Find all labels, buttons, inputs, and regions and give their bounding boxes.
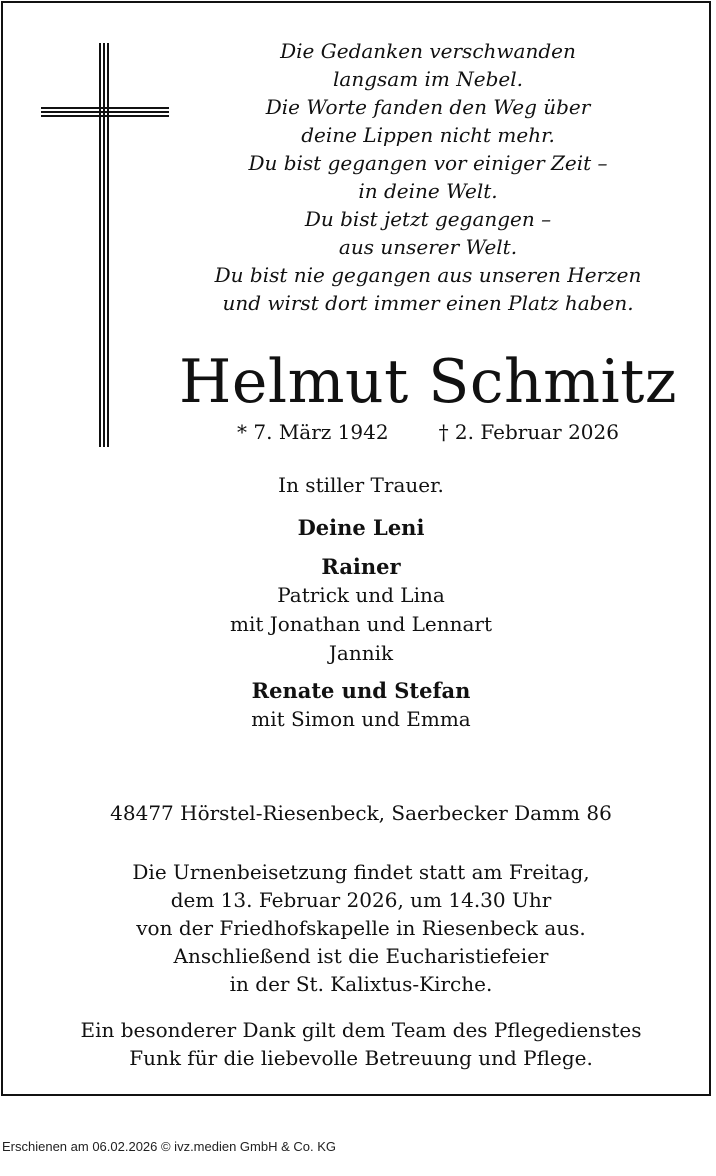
- ceremony-line: von der Friedhofskapelle in Riesenbeck aus.: [136, 916, 586, 940]
- thanks-line: Ein besonderer Dank gilt dem Team des Pflegedienstes: [80, 1018, 642, 1042]
- family-list: [163, 513, 559, 734]
- ceremony-line: Die Urnenbeisetzung findet statt am Freitag,: [132, 860, 590, 884]
- mourning-text: In stiller Trauer.: [278, 473, 444, 497]
- family-line: mit Jonathan und Lennart: [229, 612, 493, 636]
- thanks-line: Funk für die liebevolle Betreuung und Pflege.: [129, 1046, 593, 1070]
- poem-line: Du bist gegangen vor einiger Zeit –: [248, 151, 608, 175]
- poem-line: Die Worte fanden den Weg über: [265, 95, 591, 119]
- child-name: Renate und Stefan: [251, 678, 471, 703]
- poem: [183, 37, 673, 317]
- birth-date: * 7. März 1942: [237, 420, 389, 444]
- poem-line: aus unserer Welt.: [338, 235, 518, 259]
- family-line: mit Simon und Emma: [251, 707, 471, 731]
- death-date: † 2. Februar 2026: [438, 420, 619, 444]
- poem-line: langsam im Nebel.: [333, 67, 523, 91]
- poem-line: und wirst dort immer einen Platz haben.: [222, 291, 634, 315]
- address: 48477 Hörstel-Riesenbeck, Saerbecker Damm 86: [110, 801, 612, 825]
- ceremony-line: Anschließend ist die Eucharistiefeier: [173, 944, 549, 968]
- family-line: Patrick und Lina: [277, 583, 445, 607]
- poem-line: Du bist nie gegangen aus unseren Herzen: [214, 263, 642, 287]
- cross-icon: [41, 43, 169, 447]
- poem-line: in deine Welt.: [358, 179, 498, 203]
- ceremony-info: [3, 858, 716, 998]
- thanks-text: [3, 1016, 716, 1072]
- deceased-name: Helmut Schmitz: [179, 347, 677, 417]
- child-name: Rainer: [321, 554, 401, 579]
- life-dates: [163, 417, 693, 447]
- poem-line: Du bist jetzt gegangen –: [304, 207, 552, 231]
- ceremony-line: in der St. Kalixtus-Kirche.: [229, 972, 493, 996]
- notice-frame: [1, 1, 711, 1096]
- family-line: Jannik: [328, 641, 394, 665]
- poem-line: deine Lippen nicht mehr.: [301, 123, 555, 147]
- poem-line: Die Gedanken verschwanden: [280, 39, 576, 63]
- ceremony-line: dem 13. Februar 2026, um 14.30 Uhr: [170, 888, 552, 912]
- spouse-name: Deine Leni: [297, 515, 425, 540]
- publication-footer: Erschienen am 06.02.2026 © ivz.medien GmbH & Co. KG: [2, 1139, 337, 1154]
